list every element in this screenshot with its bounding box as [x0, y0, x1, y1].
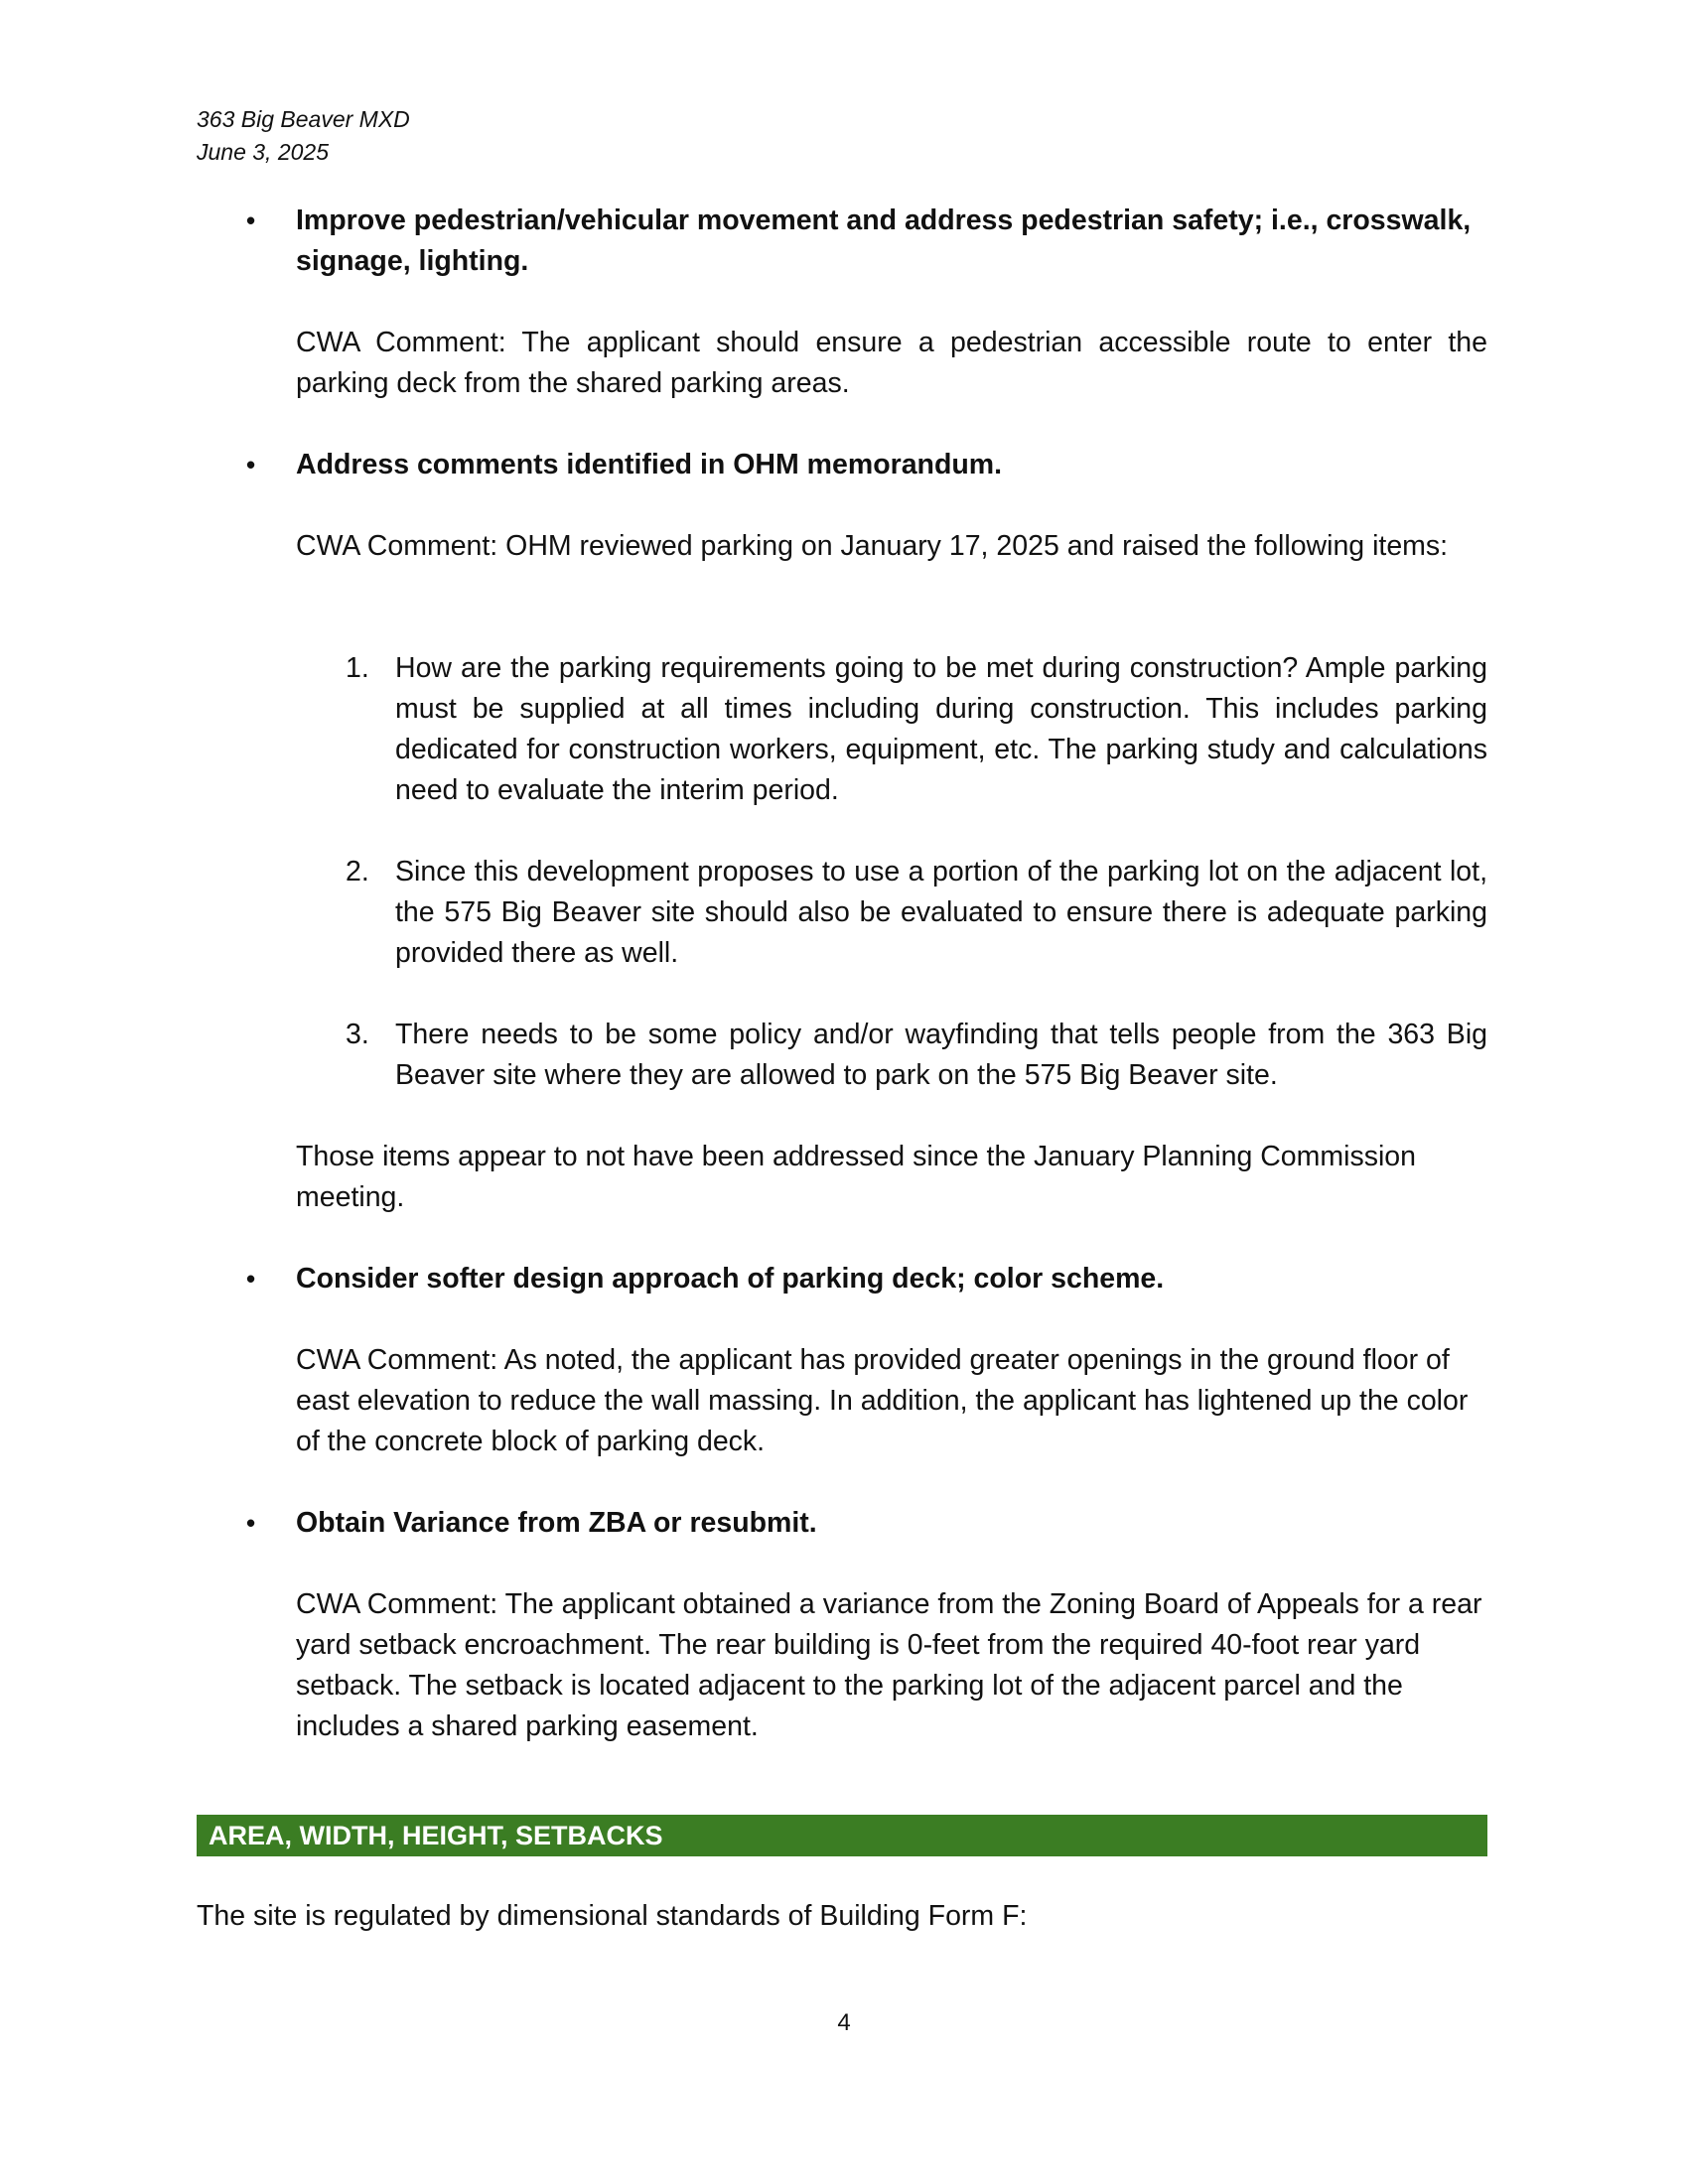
numbered-item-label: 3.	[346, 1019, 369, 1050]
bullet-item	[246, 1259, 1487, 1299]
header-date: June 3, 2025	[197, 139, 330, 165]
bullet-item	[246, 1503, 1487, 1544]
section-title: AREA, WIDTH, HEIGHT, SETBACKS	[209, 1821, 663, 1850]
document-header	[197, 103, 410, 169]
header-project-name: 363 Big Beaver MXD	[197, 106, 410, 132]
bullet-item	[246, 201, 1487, 282]
bullet-item	[246, 445, 1487, 485]
numbered-item	[346, 648, 1487, 811]
section-heading-bar	[197, 1815, 1487, 1856]
bullet-dot-icon: •	[246, 1508, 256, 1538]
numbered-item	[346, 852, 1487, 974]
cwa-comment: CWA Comment: OHM reviewed parking on January 17, 2025 and raised the following items:	[296, 530, 1449, 562]
numbered-item-label: 2.	[346, 856, 369, 887]
bullet-heading: Consider softer design approach of parking deck; color scheme.	[296, 1263, 1165, 1295]
page-number: 4	[837, 2009, 851, 2036]
numbered-item-label: 1.	[346, 652, 369, 684]
cwa-comment: CWA Comment: The applicant should ensure a pedestrian accessible route to enter the parking deck from the shared parking areas.	[296, 327, 1487, 399]
bullet-heading: Obtain Variance from ZBA or resubmit.	[296, 1507, 817, 1539]
bullet-heading: Address comments identified in OHM memorandum.	[296, 449, 1003, 480]
bullet-dot-icon: •	[246, 450, 256, 479]
bullet-dot-icon: •	[246, 205, 256, 235]
followup-note: Those items appear to not have been addressed since the January Planning Commission meeting.	[296, 1141, 1416, 1213]
body-paragraph: The site is regulated by dimensional standards of Building Form F:	[197, 1900, 1028, 1932]
numbered-item	[346, 1015, 1487, 1096]
numbered-item-text: There needs to be some policy and/or wayfinding that tells people from the 363 Big Beaver site where they are allowed to park on the 575 Big Beaver site.	[395, 1019, 1487, 1091]
cwa-comment: CWA Comment: As noted, the applicant has provided greater openings in the ground floor of east elevation to reduce the wall massing. In addition, the applicant has lightened up the color of the concrete block of parking deck.	[296, 1344, 1469, 1457]
numbered-item-text: How are the parking requirements going to be met during construction? Ample parking must be supplied at all times including during construction. This includes parking dedicated for construction workers, equipment, etc. The parking study and calculations need to evaluate the interim period.	[395, 652, 1487, 806]
cwa-comment: CWA Comment: The applicant obtained a variance from the Zoning Board of Appeals for a rear yard setback encroachment. The rear building is 0-feet from the required 40-foot rear yard setback. The setback is located adjacent to the parking lot of the adjacent parcel and the includes a shared parking easement.	[296, 1588, 1482, 1742]
numbered-item-text: Since this development proposes to use a portion of the parking lot on the adjacent lot, the 575 Big Beaver site should also be evaluated to ensure there is adequate parking provided there as well.	[395, 856, 1487, 969]
bullet-dot-icon: •	[246, 1264, 256, 1294]
bullet-heading: Improve pedestrian/vehicular movement and address pedestrian safety; i.e., crosswalk, signage, lighting.	[296, 205, 1472, 277]
